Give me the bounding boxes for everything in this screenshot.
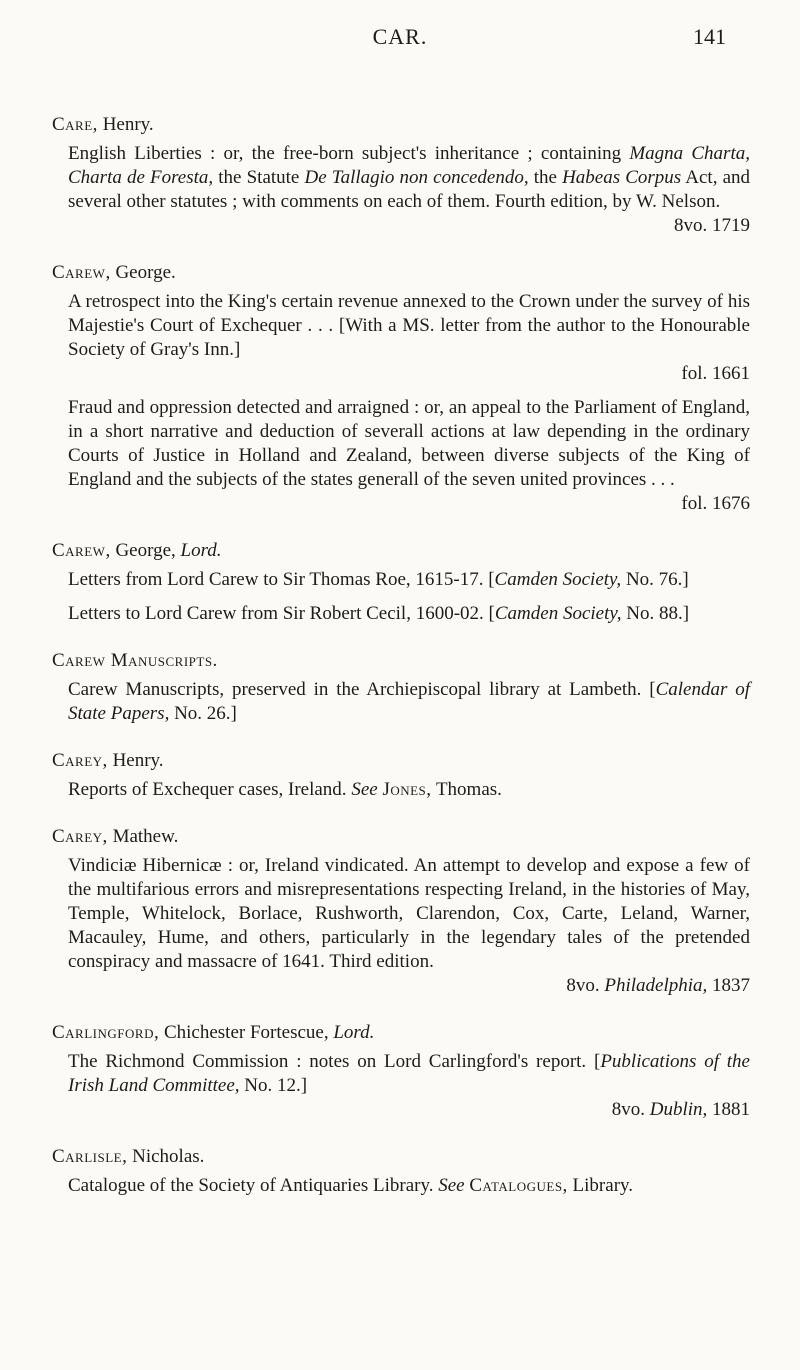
work-description	[50, 142, 750, 238]
author-forename: Henry.	[102, 114, 154, 135]
catalogue-entries	[50, 112, 750, 1220]
author-name: Carew,	[52, 262, 111, 283]
text-run: fol. 1676	[681, 493, 750, 514]
italic-text: De Tallagio non concedendo,	[304, 167, 529, 188]
italic-text: See	[438, 1175, 465, 1196]
text-run: Act, and several other statutes ; with comments on each of them. Fourth edition, by W. Nelson.	[68, 167, 750, 212]
entry-heading	[52, 1020, 750, 1046]
entry-heading	[52, 112, 750, 138]
text-run: the Statute	[213, 167, 305, 188]
author-name: Carlingford,	[52, 1022, 160, 1043]
running-head	[0, 20, 800, 60]
entry-heading	[52, 648, 750, 674]
imprint	[68, 974, 750, 998]
work-description	[50, 678, 750, 726]
text-run: Catalogue of the Society of Antiquaries Library.	[68, 1175, 439, 1196]
author-forename: George,	[115, 540, 176, 561]
text-run: English Liberties : or, the free-born subject's inheritance ; containing	[68, 143, 630, 164]
author-forename: George.	[115, 262, 176, 283]
author-forename: Mathew.	[112, 826, 179, 847]
italic-text: Camden Society,	[494, 603, 622, 624]
text-run: Fraud and oppression detected and arraigned : or, an appeal to the Parliament of England, in a short narrative and deduction of severall actions at law depending in the ordinary Courts of Justice in Holland and Zealand, between diverse subjects of the King of England and the subjects of the states generall of the seven united provinces . . .	[68, 397, 750, 490]
text-run: Carew Manuscripts, preserved in the Archiepiscopal library at Lambeth. [	[68, 679, 656, 700]
author-title: Lord.	[333, 1022, 375, 1043]
work-description	[50, 1050, 750, 1122]
author-name: Carew,	[52, 540, 111, 561]
cross-reference-name: Jones,	[382, 779, 432, 800]
italic-text: Publications of the Irish Land Committee,	[68, 1051, 750, 1096]
text-run: 8vo. 1719	[674, 215, 750, 236]
text-run: 8vo.	[611, 1099, 650, 1120]
italic-text: Dublin,	[649, 1099, 708, 1120]
text-run: Library.	[567, 1175, 634, 1196]
catalogue-entry	[50, 260, 750, 516]
imprint	[68, 492, 750, 516]
catalogue-entry	[50, 112, 750, 238]
work-description	[50, 568, 750, 592]
work-description	[50, 1174, 750, 1198]
catalogue-entry	[50, 824, 750, 998]
text-run: No. 76.]	[621, 569, 689, 590]
italic-text: Philadelphia,	[604, 975, 708, 996]
text-run: 1837	[707, 975, 750, 996]
entry-heading	[52, 260, 750, 286]
imprint	[68, 1098, 750, 1122]
italic-text: See	[351, 779, 378, 800]
text-run: Letters from Lord Carew to Sir Thomas Roe, 1615-17. [	[68, 569, 495, 590]
cross-reference-name: Catalogues,	[469, 1175, 568, 1196]
entry-heading	[52, 748, 750, 774]
author-name: Care,	[52, 114, 98, 135]
work-description	[50, 778, 750, 802]
text-run: No. 12.]	[239, 1075, 308, 1096]
author-forename: Nicholas.	[132, 1146, 205, 1167]
work-description	[50, 602, 750, 626]
entry-heading	[52, 538, 750, 564]
italic-text: Calendar of State Papers,	[68, 679, 750, 724]
entry-heading	[52, 1144, 750, 1170]
work-description	[50, 290, 750, 386]
author-name: Carey,	[52, 750, 108, 771]
italic-text: Magna Charta, Charta de Foresta,	[68, 143, 750, 188]
author-name: Carey,	[52, 826, 108, 847]
author-forename: Chichester Fortescue,	[163, 1022, 329, 1043]
work-description	[50, 854, 750, 998]
catalogue-entry	[50, 748, 750, 802]
text-run: Reports of Exchequer cases, Ireland.	[68, 779, 352, 800]
catalogue-entry	[50, 648, 750, 726]
italic-text: Habeas Corpus	[562, 167, 682, 188]
catalogue-entry	[50, 1020, 750, 1122]
page-title: CAR.	[372, 24, 428, 49]
catalogue-entry	[50, 1144, 750, 1198]
author-name: Carlisle,	[52, 1146, 128, 1167]
text-run: No. 26.]	[169, 703, 237, 724]
text-run: No. 88.]	[621, 603, 690, 624]
text-run: 8vo.	[566, 975, 605, 996]
author-name: Carew Manuscripts.	[52, 650, 218, 671]
imprint	[68, 362, 750, 386]
author-forename: Henry.	[112, 750, 164, 771]
imprint	[68, 214, 750, 238]
text-run: Letters to Lord Carew from Sir Robert Cecil, 1600-02. [	[68, 603, 495, 624]
text-run: fol. 1661	[681, 363, 750, 384]
page-number: 141	[693, 24, 726, 49]
catalogue-entry	[50, 538, 750, 626]
text-run: The Richmond Commission : notes on Lord Carlingford's report. [	[68, 1051, 601, 1072]
author-title: Lord.	[180, 540, 222, 561]
text-run: A retrospect into the King's certain revenue annexed to the Crown under the survey of his Majestie's Court of Exchequer . . . [With a MS. letter from the author to the Honourable Society of Gray's Inn.]	[68, 291, 750, 360]
italic-text: Camden Society,	[494, 569, 622, 590]
entry-heading	[52, 824, 750, 850]
text-run: Thomas.	[431, 779, 502, 800]
text-run: 1881	[707, 1099, 750, 1120]
work-description	[50, 396, 750, 516]
text-run: the	[528, 167, 563, 188]
text-run: Vindiciæ Hibernicæ : or, Ireland vindicated. An attempt to develop and expose a few of the multifarious errors and misrepresentations respecting Ireland, in the histories of May, Temple, Whitelock, Borlace, Rushworth, Clarendon, Cox, Carte, Leland, Warner, Macauley, Hume, and others, particularly in the legendary tales of the pretended conspiracy and massacre of 1641. Third edition.	[68, 855, 750, 972]
